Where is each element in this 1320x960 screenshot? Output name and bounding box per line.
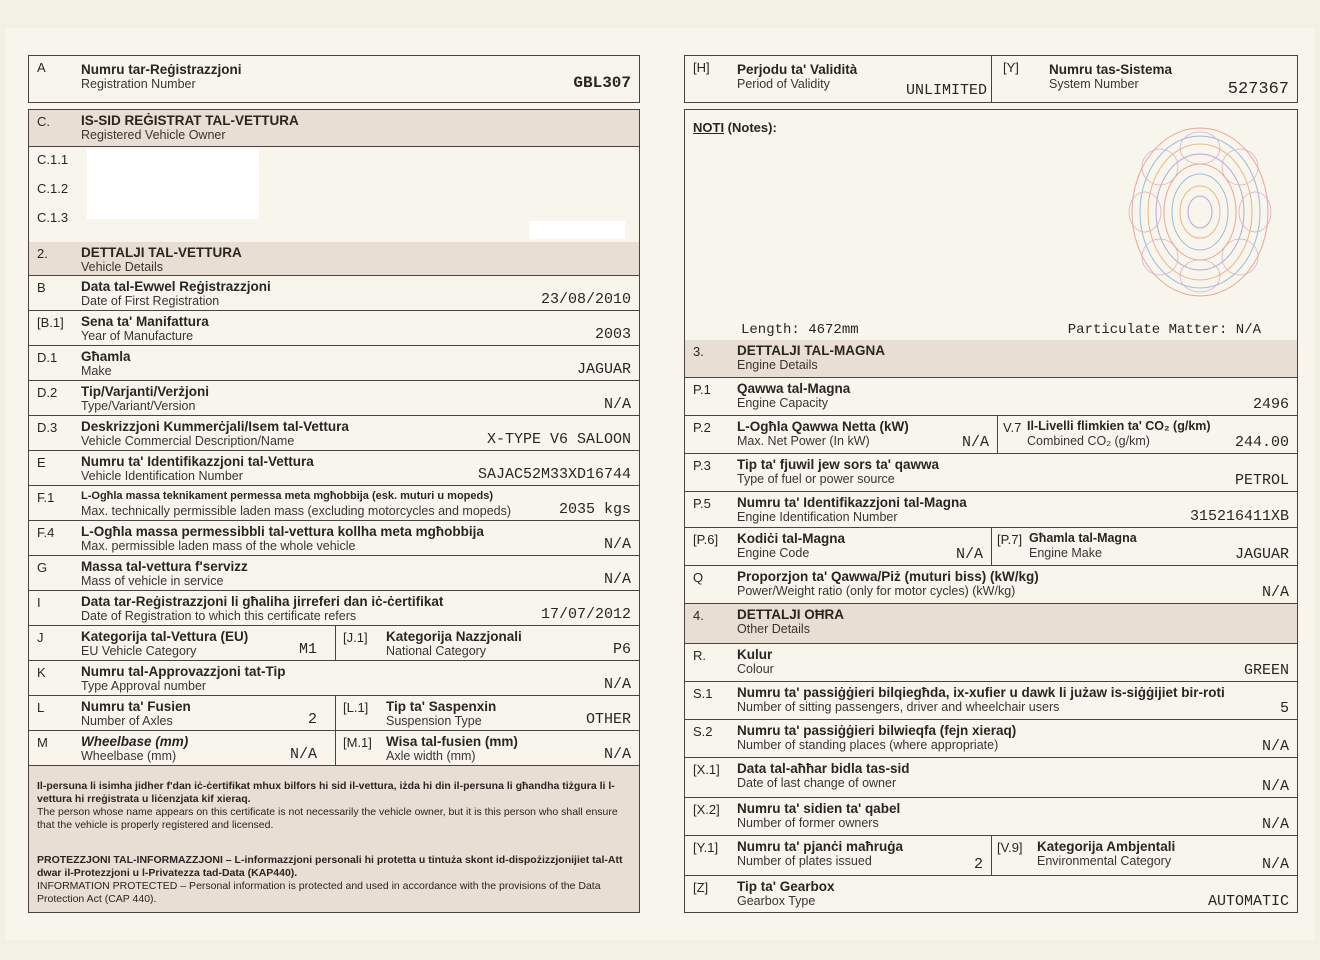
field-value: N/A [1261, 778, 1289, 795]
field-label-en: Registration Number [81, 77, 196, 91]
max-power-row [685, 416, 1297, 454]
field-label-en: Period of Validity [737, 77, 830, 91]
field-code: I [37, 595, 41, 610]
field-code: [Z] [693, 880, 709, 895]
owner-field-c11: C.1.1 [37, 152, 69, 167]
field-label [737, 723, 1016, 752]
field-label-en: Power/Weight ratio (only for motor cycles) (kW/kg) [737, 584, 1016, 598]
field-code: D.3 [37, 420, 58, 435]
field-code: S.1 [693, 686, 713, 701]
field-value: JAGUAR [1234, 546, 1289, 563]
field-label [737, 607, 844, 636]
field-label-en: Engine Identification Number [737, 510, 898, 524]
field-row [29, 416, 639, 451]
field-code: F.1 [37, 490, 55, 505]
field-label-en: Mass of vehicle in service [81, 574, 224, 588]
owner-and-vehicle-block [28, 109, 640, 913]
field-label [737, 531, 845, 560]
section-subtitle: Registered Vehicle Owner [81, 128, 226, 142]
field-code: L [37, 700, 45, 715]
field-label-mt: Kodiċi tal-Magna [737, 531, 846, 546]
field-label-mt: Numru ta' Identifikazzjoni tal-Magna [737, 495, 967, 510]
owner-section-header [29, 110, 639, 147]
data-protection-mt: PROTEZZJONI TAL-INFORMAZZJONI – L-informazzjoni personali hi protetta u tintuża skont id-dispożizzjonijiet tal-Att dwar il-Protezzjoni u l-Privatezza tad-Data (KAP440). [37, 854, 623, 879]
wheelbase-value: N/A [289, 746, 317, 763]
field-label [81, 594, 443, 623]
field-label-mt: Kulur [737, 647, 773, 662]
axles-value: 2 [307, 711, 317, 728]
standing-passengers-row [685, 720, 1297, 758]
field-label-en: Vehicle Commercial Description/Name [81, 434, 295, 448]
registration-number-row [28, 55, 640, 103]
field-label-mt: Perjodu ta' Validità [737, 62, 858, 77]
field-label-en: Engine Make [1029, 546, 1102, 560]
field-label [737, 457, 939, 486]
field-label-mt: Massa tal-vettura f'servizz [81, 559, 248, 574]
field-label [737, 569, 1039, 598]
owner-field-c13: C.1.3 [37, 210, 69, 225]
field-label-en: EU Vehicle Category [81, 644, 197, 658]
field-label-en: Number of former owners [737, 816, 879, 830]
field-label-mt: Tip ta' fjuwil jew sors ta' qawwa [737, 457, 939, 472]
suspension-type-value: OTHER [585, 711, 631, 728]
field-label-en: Vehicle Identification Number [81, 469, 243, 483]
owner-fields [29, 147, 639, 243]
engine-code-row [685, 528, 1297, 566]
field-value: 5 [1279, 700, 1289, 717]
field-code: S.2 [693, 724, 713, 739]
field-label-mt: Numru tar-Reġistrazzjoni [81, 62, 242, 77]
field-label [737, 879, 835, 908]
notes-title: NOTI [693, 120, 725, 135]
field-code: B [37, 280, 46, 295]
field-value: SAJAC52M33XD16744 [477, 466, 631, 483]
field-label [737, 419, 909, 448]
field-row [29, 451, 639, 486]
field-code: J [37, 630, 44, 645]
field-code: [Y.1] [693, 840, 719, 855]
field-value: 2035 kgs [558, 501, 631, 518]
owner-notice [29, 766, 639, 912]
field-label-mt: Numru ta' pjanċi maħruġa [737, 839, 903, 854]
field-label-mt: Għamla [81, 349, 131, 364]
field-code: [P.7] [997, 532, 1023, 547]
field-value: N/A [955, 546, 983, 563]
field-value: 2003 [594, 326, 631, 343]
field-label-mt: Kategorija Ambjentali [1037, 839, 1176, 854]
field-value: N/A [1261, 816, 1289, 833]
section-subtitle: Vehicle Details [81, 260, 163, 274]
field-label [737, 801, 900, 830]
field-label-mt: Kategorija Nazzjonali [386, 629, 522, 644]
field-label [737, 761, 910, 790]
field-code: [V.9] [997, 840, 1023, 855]
redacted-owner-extra [529, 221, 625, 239]
field-label [737, 495, 967, 524]
engine-capacity-row [685, 378, 1297, 416]
field-label-en: Wheelbase (mm) [81, 749, 177, 763]
engine-and-other-block [684, 109, 1298, 913]
field-value: 315216411XB [1189, 508, 1289, 525]
gearbox-value: AUTOMATIC [1207, 893, 1289, 910]
field-label [81, 349, 131, 378]
particulate-note: Particulate Matter: N/A [1067, 322, 1261, 338]
field-value: N/A [603, 571, 631, 588]
field-label [81, 314, 209, 343]
field-label-mt: Data tal-aħħar bidla tas-sid [737, 761, 910, 776]
field-label-en: Make [81, 364, 112, 378]
field-label-en: Max. technically permissible laden mass (excluding motorcycles and mopeds) [81, 504, 512, 518]
field-label-en: Date of Registration to which this certificate refers [81, 609, 357, 623]
field-row [29, 591, 639, 626]
field-code: [J.1] [343, 630, 368, 645]
field-code: P.2 [693, 420, 711, 435]
field-label-en: Type/Variant/Version [81, 399, 196, 413]
other-details-header [685, 604, 1297, 644]
field-label-en: Type of fuel or power source [737, 472, 895, 486]
owner-field-c12: C.1.2 [37, 181, 69, 196]
field-label [737, 839, 903, 868]
field-code: G [37, 560, 48, 575]
type-approval-value: N/A [603, 676, 631, 693]
right-panel [684, 55, 1298, 913]
type-approval-row [29, 661, 639, 696]
seated-passengers-row [685, 682, 1297, 720]
gearbox-row [685, 876, 1297, 912]
field-label-en: Number of plates issued [737, 854, 872, 868]
field-code: R. [693, 648, 706, 663]
field-label-mt: Il-Livelli flimkien ta' CO₂ (g/km) [1027, 419, 1211, 433]
field-label [1037, 839, 1175, 868]
field-label-mt: Proporzjon ta' Qawwa/Piż (muturi biss) (kW/kg) [737, 569, 1039, 584]
field-label [81, 454, 314, 483]
vehicle-details-header [29, 242, 639, 276]
field-label [81, 279, 271, 308]
field-value: 2496 [1252, 396, 1289, 413]
field-value: JAGUAR [576, 361, 631, 378]
column-divider [335, 731, 336, 765]
field-code: [X.1] [693, 762, 720, 777]
column-divider [335, 626, 336, 660]
field-label-mt: L-Ogħla massa teknikament permessa meta mgħobbija (esk. muturi u mopeds) [81, 490, 494, 502]
field-label [81, 419, 349, 448]
field-code: [P.6] [693, 532, 719, 547]
last-owner-change-row [685, 758, 1297, 798]
field-label [737, 647, 774, 676]
former-owners-row [685, 798, 1297, 836]
field-label-en: Number of standing places (where appropriate) [737, 738, 999, 752]
field-label-mt: Numru ta' sidien ta' qabel [737, 801, 901, 816]
field-row [29, 311, 639, 346]
field-label [1027, 419, 1211, 448]
validity-value: UNLIMITED [905, 82, 987, 99]
field-code: D.1 [37, 350, 58, 365]
field-label-mt: Numru ta' Fusien [81, 699, 191, 714]
field-label-mt: Wisa tal-fusien (mm) [386, 734, 518, 749]
field-value: 244.00 [1234, 434, 1289, 451]
field-label-mt: DETTALJI OĦRA [737, 607, 844, 622]
plates-issued-row [685, 836, 1297, 876]
field-label [1029, 531, 1137, 560]
field-label-en: Engine Code [737, 546, 810, 560]
owner-notice-mt: Il-persuna li isimha jidher f'dan iċ-ċertifikat mhux bilfors hi sid il-vettura, iżda hi din il-persuna li għandha tiżgura li l-vettura hi rreġistrata u liċenzjata kif xieraq. [37, 780, 615, 805]
field-label-mt: Tip ta' Gearbox [737, 879, 835, 894]
field-label-en: Suspension Type [386, 714, 482, 728]
column-divider [991, 528, 992, 565]
axles-row [29, 696, 639, 731]
field-row [29, 276, 639, 311]
field-code: K [37, 665, 46, 680]
field-code: 3. [693, 344, 704, 359]
field-label-mt: Wheelbase (mm) [81, 734, 189, 749]
field-label-mt: L-Ogħla Qawwa Netta (kW) [737, 419, 909, 434]
field-value: 2 [973, 856, 983, 873]
field-label-mt: Data tar-Reġistrazzjoni li għaliha jirreferi dan iċ-ċertifikat [81, 594, 444, 609]
field-label-mt: Numru ta' Identifikazzjoni tal-Vettura [81, 454, 314, 469]
field-label-en: Colour [737, 662, 774, 676]
axle-width-value: N/A [603, 746, 631, 763]
field-code: P.5 [693, 496, 711, 511]
system-number-value: 527367 [1227, 80, 1289, 99]
field-label [81, 384, 209, 413]
field-label-en: Number of Axles [81, 714, 173, 728]
field-value: N/A [1261, 738, 1289, 755]
field-label-mt: Numru ta' passiġġieri bilwieqfa (fejn xieraq) [737, 723, 1017, 738]
field-label-mt: Tip/Varjanti/Verżjoni [81, 384, 210, 399]
field-code: [M.1] [343, 735, 372, 750]
fuel-type-row [685, 454, 1297, 492]
left-panel [28, 55, 640, 913]
field-label-en: System Number [1049, 77, 1139, 91]
field-label-mt: Sena ta' Manifattura [81, 314, 209, 329]
column-divider [997, 416, 998, 453]
field-label [737, 685, 1225, 714]
field-row [29, 486, 639, 521]
length-note: Length: 4672mm [741, 322, 859, 338]
column-divider [991, 56, 992, 102]
notes-area [685, 110, 1297, 341]
owner-notice-en: The person whose name appears on this certificate is not necessarily the vehicle owner, but it is this person who shall ensure that the vehicle is properly registered and licensed. [37, 806, 618, 831]
field-code: A [37, 60, 46, 75]
redacted-owner-name [87, 149, 259, 219]
field-label [81, 524, 484, 553]
field-value: N/A [961, 434, 989, 451]
field-label-en: Number of sitting passengers, driver and wheelchair users [737, 700, 1060, 714]
field-label-mt: Numru tal-Approvazzjoni tat-Tip [81, 664, 286, 679]
field-label-en: Axle width (mm) [386, 749, 476, 763]
field-code: P.3 [693, 458, 711, 473]
field-code: P.1 [693, 382, 711, 397]
field-label-en: Combined CO₂ (g/km) [1027, 434, 1150, 448]
field-label-mt: Numru ta' passiġġieri bilqiegħda, ix-xufier u dawk li jużaw is-siġġijiet bir-roti [737, 685, 1225, 700]
vehicle-category-row [29, 626, 639, 661]
field-label [737, 381, 850, 410]
field-label-en: Engine Capacity [737, 396, 829, 410]
section-title: IS-SID REĠISTRAT TAL-VETTURA [81, 113, 299, 128]
field-code: [Y] [1003, 60, 1019, 75]
field-code: [H] [693, 60, 710, 75]
field-value: N/A [603, 396, 631, 413]
field-label-mt: Għamla tal-Magna [1029, 531, 1137, 545]
engine-id-row [685, 492, 1297, 528]
field-label-mt: L-Ogħla massa permessibbli tal-vettura kollha meta mgħobbija [81, 524, 484, 539]
eu-category-value: M1 [298, 641, 317, 658]
field-row [29, 381, 639, 416]
section-code: 2. [37, 246, 48, 261]
field-label-en: National Category [386, 644, 487, 658]
field-code: [B.1] [37, 315, 64, 330]
field-label [737, 343, 885, 372]
field-label-en: Max. permissible laden mass of the whole vehicle [81, 539, 356, 553]
security-rosette-seal [1125, 122, 1275, 302]
field-label-en: Date of last change of owner [737, 776, 897, 790]
field-label-mt: Tip ta' Saspenxin [386, 699, 497, 714]
field-label-en: Gearbox Type [737, 894, 816, 908]
section-title: DETTALJI TAL-VETTURA [81, 245, 242, 260]
wheelbase-row [29, 731, 639, 766]
field-code: Q [693, 570, 704, 585]
field-value: N/A [1261, 856, 1289, 873]
field-label-mt: Deskrizzjoni Kummerċjali/Isem tal-Vettura [81, 419, 349, 434]
field-code: 4. [693, 608, 704, 623]
field-label-en: Other Details [737, 622, 810, 636]
field-value: 23/08/2010 [540, 291, 631, 308]
field-value: N/A [1261, 584, 1289, 601]
column-divider [991, 836, 992, 875]
field-value: N/A [603, 536, 631, 553]
power-weight-row [685, 566, 1297, 604]
field-label-en: Date of First Registration [81, 294, 220, 308]
field-label-en: Engine Details [737, 358, 818, 372]
notes-suffix: (Notes): [724, 120, 777, 135]
field-label-en: Type Approval number [81, 679, 207, 693]
field-label-en: Year of Manufacture [81, 329, 194, 343]
field-code: E [37, 455, 46, 470]
field-row [29, 556, 639, 591]
field-row [29, 521, 639, 556]
field-code: V.7 [1003, 420, 1022, 435]
certificate-paper [6, 28, 1314, 940]
field-label-en: Environmental Category [1037, 854, 1172, 868]
field-label-mt: Numru tas-Sistema [1049, 62, 1173, 77]
field-code: [L.1] [343, 700, 369, 715]
field-label-mt: Data tal-Ewwel Reġistrazzjoni [81, 279, 271, 294]
field-value: X-TYPE V6 SALOON [486, 431, 631, 448]
field-code: D.2 [37, 385, 58, 400]
field-label-en: Max. Net Power (In kW) [737, 434, 870, 448]
field-label-mt: Qawwa tal-Magna [737, 381, 851, 396]
field-value: PETROL [1234, 472, 1289, 489]
engine-details-header [685, 340, 1297, 378]
field-row [29, 346, 639, 381]
data-protection-en: INFORMATION PROTECTED – Personal information is protected and used in accordance with the provisions of the Data Protection Act (CAP 440). [37, 880, 601, 905]
field-code: M [37, 735, 48, 750]
validity-row [684, 55, 1298, 103]
field-value: GREEN [1243, 662, 1289, 679]
colour-row [685, 644, 1297, 682]
field-label-mt: Kategorija tal-Vettura (EU) [81, 629, 249, 644]
field-code: F.4 [37, 525, 55, 540]
section-code: C. [37, 114, 50, 129]
field-label [81, 489, 511, 518]
field-label-mt: DETTALJI TAL-MAGNA [737, 343, 885, 358]
registration-number-value: GBL307 [573, 74, 631, 92]
field-value: 17/07/2012 [540, 606, 631, 623]
field-code: [X.2] [693, 802, 720, 817]
national-category-value: P6 [612, 641, 631, 658]
column-divider [335, 696, 336, 730]
field-label [81, 559, 248, 588]
